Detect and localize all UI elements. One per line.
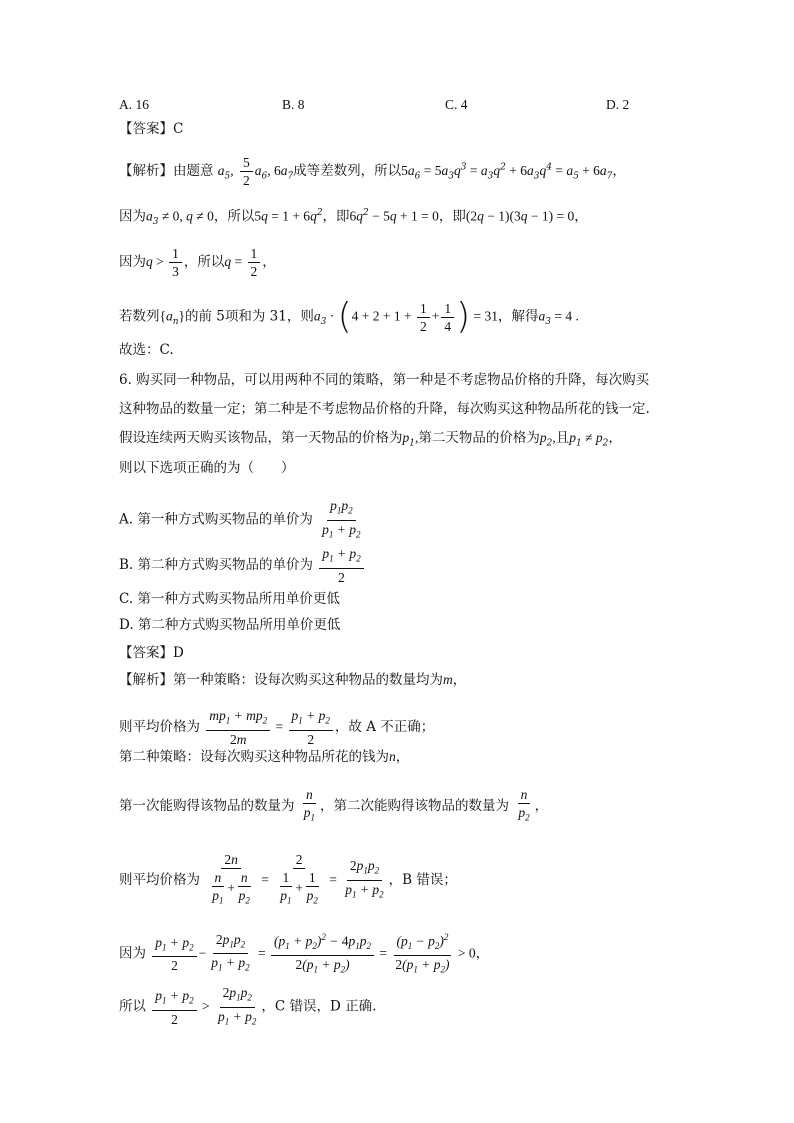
text: 所以 [119, 998, 146, 1015]
text: B. 第二种方式购买物品的单价为 [119, 556, 314, 573]
text: 的前 5项和为 31，则 [185, 308, 314, 325]
q6-analysis-4: 第一次能购得该物品的数量为 $\frac{n}{p_1}$ ，第二次能购得该物品的数量为 $\frac{n}{p_2}$ ， [119, 787, 549, 823]
q6-analysis-5: 则平均价格为 2n $\frac{n}{p_1}$ + $\frac{n}{p_2}$ = 2 $\frac{1}{p_1}$ + $\frac{1}{p_2}$ = $\frac{2p_1p_2}{p_1 + p_2}$ ，B 错误； [119, 852, 457, 906]
answer-label-q6: 【答案】D [119, 645, 184, 661]
analysis-line-1: 【解析】由题意 $a_5$, $\frac{5}{2}$ $a_6$, $6a_7$成等差数列，所以$5a_6 = 5a_3q^3 = a_3q^2 + 6a_3q^4 = a_5 + 6a_7$， [119, 155, 626, 188]
text: 因为 [119, 945, 146, 962]
text: ，故 A 不正确； [334, 718, 435, 735]
analysis-label: 【解析】 [119, 672, 173, 688]
text: ，解得 [498, 308, 539, 325]
conclusion-q5: 故选：C. [119, 342, 174, 358]
text: A. 第一种方式购买物品的单价为 [119, 511, 313, 528]
text: 假设连续两天购买该物品，第一天物品的价格为 [119, 430, 403, 446]
text: ，第二次能购得该物品的数量为 [320, 797, 510, 814]
q6-analysis-1: 【解析】第一种策略：设每次购买这种物品的数量均为m， [119, 672, 467, 688]
q6-stem-4: 则以下选项正确的为（ ） [119, 460, 295, 476]
text: ，所以 [183, 254, 225, 270]
text: 因为 [119, 208, 146, 225]
text: 第二天物品的价格为 [418, 430, 540, 446]
text: 若数列 [119, 308, 160, 325]
text: 则平均价格为 [119, 871, 200, 888]
analysis-label: 【解析】 [119, 163, 173, 179]
q6-analysis-3: 第二种策略：设每次购买这种物品所花的钱为n， [119, 749, 410, 765]
text: 第一次能购得该物品的数量为 [119, 797, 295, 814]
text: ，C 错误，D 正确. [261, 998, 377, 1015]
q6-stem-2: 这种物品的数量一定；第二种是不考虑物品价格的升降，每次购买这种物品所花的钱一定. [119, 401, 650, 417]
analysis-line-4: 若数列$\{a_n\}$的前 5项和为 31，则$a_3 \cdot (4 + 2 + 1$ + $\frac{1}{2}$ + $\frac{1}{4}$ ) = 31，解得$a_3 = 4$ . [119, 296, 579, 337]
text: ，即 [438, 208, 466, 225]
text: 成等差数列，所以 [293, 163, 402, 179]
text: 因为 [119, 254, 146, 270]
option-a-prev: A. 16 [119, 97, 149, 112]
q6-option-d: D. 第二种方式购买物品所用单价更低 [119, 617, 341, 633]
q6-option-b: B. 第二种方式购买物品的单价为 $\frac{p_1 + p_2}{2}$ [119, 546, 366, 585]
q6-option-a: A. 第一种方式购买物品的单价为 $\frac{p_1p_2}{p_1 + p_2}$ [119, 498, 361, 540]
text: 且 [555, 430, 570, 446]
text: ，B 错误； [388, 871, 457, 888]
q6-stem-1: 6. 购买同一种物品，可以用两种不同的策略，第一种是不考虑物品价格的升降，每次购买 [119, 372, 650, 388]
option-b-prev: B. 8 [282, 97, 305, 112]
text: ，即 [322, 208, 350, 225]
option-c-prev: C. 4 [445, 97, 468, 112]
text: 第二种策略：设每次购买这种物品所花的钱为 [119, 749, 389, 765]
text: 由题意 [173, 163, 214, 179]
text: ，所以 [213, 208, 255, 225]
analysis-line-3: 因为q > $\frac{1}{3}$ ，所以q = $\frac{1}{2}$ ， [119, 246, 276, 279]
q6-analysis-6: 因为 $\frac{p_1 + p_2}{2}$ − $\frac{2p_1p_2}{p_1 + p_2}$ = $\frac{(p_1 + p_2)^2 - 4p_1p_2}{2(p_1 + p_2)}$ = $\frac{(p_1 - p_2)^2}{2(p_1 + p_2)}$ > 0， [119, 931, 490, 975]
q6-stem-3: 假设连续两天购买该物品，第一天物品的价格为$p_1$,第二天物品的价格为$p_2$,且$p_1 \ne p_2$， [119, 430, 622, 449]
text: 则平均价格为 [119, 718, 200, 735]
analysis-line-2: 因为$a_3 \ne 0$, q ≠ 0，所以$5q = 1 + 6q^2$，即$6q^2 - 5q + 1 = 0$，即(2q − 1)(3q − 1) = 0， [119, 208, 588, 228]
text: 第一种策略：设每次购买这种物品的数量均为 [173, 672, 443, 688]
q6-analysis-2: 则平均价格为 $\frac{mp_1 + mp_2}{2m}$ = $\frac{p_1 + p_2}{2}$ ，故 A 不正确； [119, 708, 435, 747]
option-d-prev: D. 2 [606, 97, 630, 112]
q6-analysis-7: 所以 $\frac{p_1 + p_2}{2}$ > $\frac{2p_1p_2}{p_1 + p_2}$ ，C 错误，D 正确. [119, 985, 377, 1027]
q6-option-c: C. 第一种方式购买物品所用单价更低 [119, 591, 340, 607]
answer-label-q5: 【答案】C [119, 121, 184, 137]
